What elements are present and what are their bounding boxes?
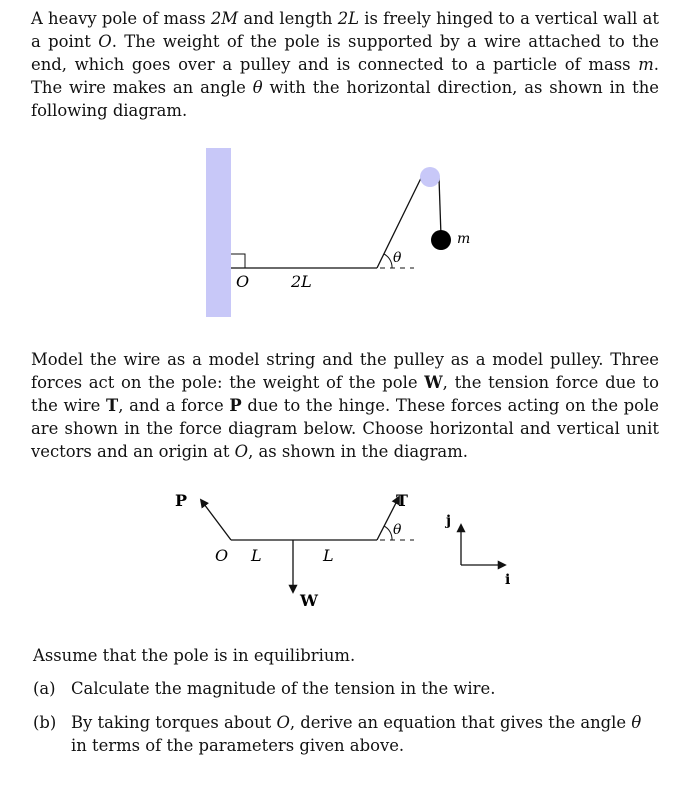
angle-symbol: θ	[252, 78, 263, 97]
model-text: , and a force	[118, 396, 230, 415]
i-unit-vector-label: i	[505, 572, 511, 588]
origin-symbol: O	[276, 713, 290, 732]
intro-text: and length	[238, 9, 338, 28]
question-b-text-part: in terms of the parameters given above.	[71, 736, 405, 755]
tension-vector-symbol: T	[106, 396, 119, 415]
weight-label: W	[300, 591, 318, 610]
intro-text: with the horizontal direction, as shown in the following diagram.	[31, 78, 659, 120]
hinge-force-arrow	[201, 500, 231, 540]
point-symbol: O	[98, 32, 112, 51]
angle-symbol: θ	[631, 713, 642, 732]
intro-text: is freely hinged to a vertical wall at a point	[31, 9, 659, 51]
origin-label: O	[215, 546, 229, 565]
particle-mass-label: m	[457, 231, 471, 247]
model-text: , the tension force due to the wire	[31, 373, 659, 415]
intro-text: A heavy pole of mass	[31, 9, 211, 28]
half-length-label-left: L	[251, 546, 262, 565]
mass-symbol: 2M	[210, 9, 239, 28]
hinge-force-symbol: P	[229, 396, 242, 415]
question-a-text: Calculate the magnitude of the tension in the wire.	[71, 679, 496, 698]
intro-text: . The weight of the pole is supported by a wire attached to the end, which goes over a pulley and is connected to a particle of mass	[31, 32, 659, 74]
half-length-label-right: L	[323, 546, 334, 565]
j-unit-vector-label: j	[446, 513, 452, 529]
angle-label: θ	[393, 250, 402, 266]
question-b-text-part: , derive an equation that gives the angle	[289, 713, 632, 732]
angle-arc	[384, 526, 392, 540]
model-text: due to the hinge. These forces acting on the pole are shown in the force diagram below. Choose horizontal and vertical unit vectors and an origin at	[31, 396, 659, 461]
question-b-text-part: By taking torques about	[71, 713, 277, 732]
question-b-label: (b)	[33, 713, 57, 732]
model-text: Model the wire as a model string and the pulley as a model pulley. Three forces act on the pole: the weight of the pole	[31, 350, 659, 392]
question-b-text	[71, 711, 656, 757]
angle-label: θ	[393, 522, 402, 538]
length-symbol: 2L	[337, 9, 360, 28]
model-text: , as shown in the diagram.	[248, 442, 468, 461]
hinge-force-label: P	[175, 491, 188, 510]
particle-mass-symbol: m	[638, 55, 654, 74]
intro-text: . The wire makes an angle	[31, 55, 659, 97]
question-a-label: (a)	[33, 679, 56, 698]
weight-vector-symbol: W	[424, 373, 443, 392]
assumption-text: Assume that the pole is in equilibrium.	[33, 646, 356, 665]
tension-label: T	[396, 491, 408, 510]
origin-symbol: O	[234, 442, 249, 461]
pole-length-label: 2L	[291, 272, 312, 291]
origin-label: O	[236, 272, 250, 291]
